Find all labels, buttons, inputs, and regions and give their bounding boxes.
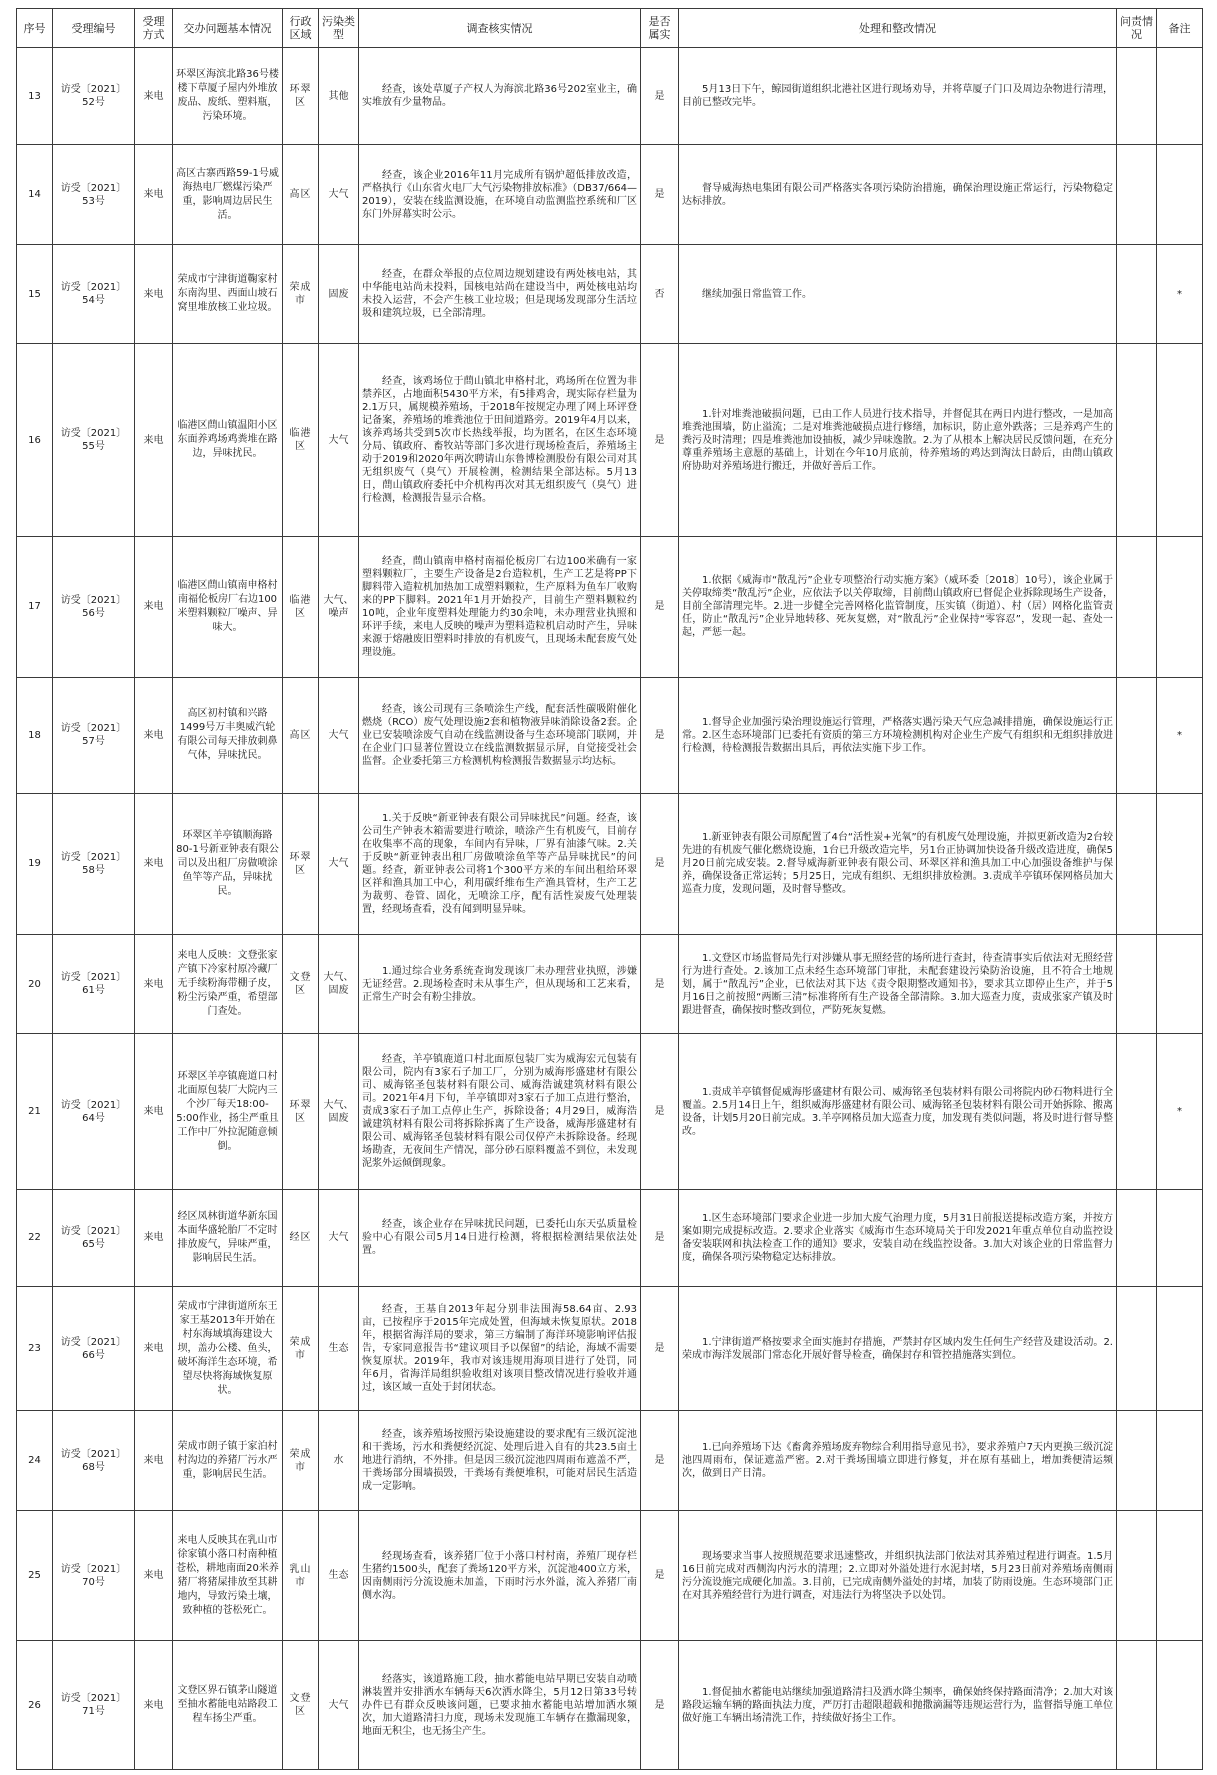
cell-accountability [1117,145,1157,244]
table-row [17,48,1203,145]
cell-accountability [1117,1510,1157,1641]
cell-issue: 临港区蔄山镇南申格村南福伦板房厂右边100米塑料颗粒厂噪声、异味大。 [173,537,283,678]
cell-issue: 临港区蔄山镇温阳小区东面养鸡场鸡粪堆在路边，异味扰民。 [173,344,283,537]
cell-remark [1157,344,1203,537]
cell-investigation: 经查，在群众举报的点位周边规划建设有两处核电站，其中华能电站尚未投料，国核电站尚在建设当中，两处核电站均未投入运营，不会产生核工业垃圾；但是现场发现部分生活垃圾和建筑垃圾，已全部清理。 [359,244,641,343]
cell-district: 文登区 [283,934,319,1033]
header-case-no: 受理编号 [53,9,135,48]
cell-case-no: 访受〔2021〕53号 [53,145,135,244]
cell-pollution: 水 [319,1411,359,1510]
cell-method: 来电 [135,48,173,145]
cell-verified: 是 [641,1641,679,1770]
cell-seq: 24 [17,1411,53,1510]
table-row [17,793,1203,934]
cell-issue: 高区初村镇和兴路1499号万丰奥威汽轮有限公司每天排放刺鼻气体，异味扰民。 [173,677,283,793]
complaint-table-sheet [16,8,1202,1770]
table-row [17,244,1203,343]
cell-handling: 督导威海热电集团有限公司严格落实各项污染防治措施，确保治理设施正常运行，污染物稳定达标排放。 [679,145,1117,244]
cell-handling: 1.文登区市场监督局先行对涉嫌从事无照经营的场所进行查封，待查清事实后依法对无照经营行为进行查处。2.该加工点未经生态环境部门审批，未配套建设污染防治设施，且不符合土地规划，属于“散乱污”企业，已依法对其下达《责令限期整改通知书》，要求其立即停止生产，并于5月16日之前按照“两断三清”标准将所有生产设备全部清除。3.加大巡查力度，责成张家产镇及时跟进督查，确保按时整改到位，严防死灰复燃。 [679,934,1117,1033]
cell-issue: 经区凤林街道华新东国本面华盛轮胎厂不定时排放废气，异味严重，影响居民生活。 [173,1189,283,1286]
table-row [17,1287,1203,1411]
cell-investigation: 经查，该处草厦子产权人为海滨北路36号202室业主，确实堆放有少量物品。 [359,48,641,145]
cell-method: 来电 [135,1411,173,1510]
cell-district: 临港区 [283,344,319,537]
cell-pollution: 大气、固废 [319,934,359,1033]
cell-pollution: 其他 [319,48,359,145]
header-pollution: 污染类型 [319,9,359,48]
cell-verified: 是 [641,48,679,145]
cell-remark [1157,793,1203,934]
cell-remark: * [1157,677,1203,793]
cell-verified: 是 [641,145,679,244]
cell-verified: 是 [641,344,679,537]
cell-method: 来电 [135,344,173,537]
cell-handling: 继续加强日常监管工作。 [679,244,1117,343]
cell-method: 来电 [135,1034,173,1189]
cell-handling: 1.区生态环境部门要求企业进一步加大废气治理力度，5月31日前报送提标改造方案，并按方案如期完成提标改造。2.要求企业落实《威海市生态环境局关于印发2021年重点单位自动监控设备安装联网和执法检查工作的通知》要求，安装自动在线监控设备。3.加大对该企业的日常监督力度，确保各项污染物稳定达标排放。 [679,1189,1117,1286]
cell-issue: 荣成市宁津街道鞠家村东南沟里、西面山坡石窝里堆放核工业垃圾。 [173,244,283,343]
cell-case-no: 访受〔2021〕66号 [53,1287,135,1411]
cell-seq: 23 [17,1287,53,1411]
cell-method: 来电 [135,1189,173,1286]
cell-investigation: 经查，该养殖场按照污染设施建设的要求配有三级沉淀池和干粪场，污水和粪便经沉淀、处理后进入自有的共23.5亩土地进行消纳，不外排。但是因三级沉淀池四周雨布遮盖不严，干粪场部分围墙损毁，干粪场有粪便堆积，可能对居民生活造成一定影响。 [359,1411,641,1510]
cell-verified: 是 [641,537,679,678]
cell-accountability [1117,677,1157,793]
cell-accountability [1117,1641,1157,1770]
cell-remark [1157,537,1203,678]
cell-remark [1157,1287,1203,1411]
cell-verified: 是 [641,793,679,934]
cell-investigation: 经查，王基自2013年起分别非法围海58.64亩、2.93亩，已按程序于2015年完成处置，但海域未恢复原状。2018年，根据省海洋局的要求，第三方编制了海洋环境影响评估报告，专家同意报告书“建议项目予以保留”的结论，海域不需要恢复原状。2019年，我市对该违规用海项目进行了处罚，同年6月，省海洋局组织验收组对该项目整改情况进行验收并通过，该区域一直处于封闭状态。 [359,1287,641,1411]
cell-handling: 1.宁津街道严格按要求全面实施封存措施，严禁封存区域内发生任何生产经营及建设活动。2.荣成市海洋发展部门常态化开展好督导检查，确保封存和管控措施落实到位。 [679,1287,1117,1411]
table-body [17,48,1203,1770]
cell-handling: 1.督促抽水蓄能电站继续加强道路清扫及洒水降尘频率，确保始终保持路面清净；2.加大对该路段运输车辆的路面执法力度，严厉打击超限超载和抛撒滴漏等违规运营行为，监督指导施工单位做好施工车辆出场清洗工作，持续做好扬尘工作。 [679,1641,1117,1770]
cell-seq: 14 [17,145,53,244]
cell-pollution: 大气 [319,1641,359,1770]
cell-pollution: 大气 [319,145,359,244]
cell-case-no: 访受〔2021〕54号 [53,244,135,343]
cell-district: 荣成市 [283,244,319,343]
cell-accountability [1117,48,1157,145]
cell-seq: 19 [17,793,53,934]
cell-district: 环翠区 [283,48,319,145]
header-remark: 备注 [1157,9,1203,48]
table-row [17,934,1203,1033]
cell-issue: 来电人反映其在乳山市徐家镇小落口村南种植苍松，耕地南面20米养猪厂将猪屎排放至其耕地内，导致污染土壤，致种植的苍松死亡。 [173,1510,283,1641]
table-row [17,1411,1203,1510]
complaint-table [16,8,1203,1770]
cell-issue: 环翠区海滨北路36号楼楼下草厦子屋内外堆放废品、废纸、塑料瓶，污染环境。 [173,48,283,145]
table-row [17,344,1203,537]
cell-investigation: 经查，该企业2016年11月完成所有锅炉超低排放改造，严格执行《山东省火电厂大气污染物排放标准》（DB37/664—2019），安装在线监测设施，在环境自动监测监控系统和厂区东门外屏幕实时公示。 [359,145,641,244]
cell-investigation: 1.通过综合业务系统查询发现该厂未办理营业执照，涉嫌无证经营。2.现场检查时未从事生产，但从现场和工艺来看，正常生产时会有粉尘排放。 [359,934,641,1033]
cell-verified: 否 [641,244,679,343]
cell-handling: 1.针对堆粪池破损问题，已由工作人员进行技术指导，并督促其在两日内进行整改，一是加高堆粪池围墙，防止溢流；二是对堆粪池破损点进行修缮，加标识，防止意外跌落；三是养鸡产生的粪污及时清理；四是堆粪池加设抽板，减少异味逸散。2.为了从根本上解决居民反馈问题，在充分尊重养殖场主意愿的基础上，计划在今年10月底前，待养殖场的鸡达到淘汰日龄后，由蔄山镇政府协助对养殖场进行搬迁，并做好善后工作。 [679,344,1117,537]
cell-seq: 21 [17,1034,53,1189]
cell-seq: 26 [17,1641,53,1770]
cell-case-no: 访受〔2021〕57号 [53,677,135,793]
cell-issue: 文登区界石镇茅山隧道至抽水蓄能电站路段工程车扬尘严重。 [173,1641,283,1770]
cell-issue: 环翠区羊亭镇鹿道口村北面原包装厂大院内三个沙厂每天18:00-5:00作业，扬尘严重且工作中厂外拉泥随意倾倒。 [173,1034,283,1189]
cell-investigation: 经查，该企业存在异味扰民问题，已委托山东天弘质量检验中心有限公司5月14日进行检测，将根据检测结果依法处置。 [359,1189,641,1286]
table-row [17,1641,1203,1770]
header-district: 行政区域 [283,9,319,48]
header-method: 受理方式 [135,9,173,48]
cell-district: 荣成市 [283,1287,319,1411]
cell-pollution: 大气 [319,793,359,934]
cell-remark [1157,1641,1203,1770]
cell-remark: * [1157,244,1203,343]
cell-remark [1157,1189,1203,1286]
cell-method: 来电 [135,1287,173,1411]
cell-pollution: 固废 [319,244,359,343]
cell-pollution: 大气 [319,677,359,793]
cell-district: 荣成市 [283,1411,319,1510]
table-row [17,145,1203,244]
cell-verified: 是 [641,677,679,793]
cell-case-no: 访受〔2021〕68号 [53,1411,135,1510]
cell-seq: 17 [17,537,53,678]
cell-remark: * [1157,1034,1203,1189]
cell-verified: 是 [641,934,679,1033]
cell-investigation: 经查，该鸡场位于蔄山镇北申格村北，鸡场所在位置为非禁养区，占地面积5430平方米，有5排鸡舍，现实际存栏量为2.1万只，属规模养殖场，于2018年按规定办理了网上环评登记备案，养殖场的堆粪池位于田间道路旁。2019年4月以来，该养鸡场共受到5次市长热线举报，均为匿名，在区生态环境分局、镇政府、畜牧站等部门多次进行现场检查后，养殖场主动于2019和2020年两次聘请山东鲁博检测股份有限公司对其无组织废气（臭气）开展检测，检测结果全部达标。5月13日，蔄山镇政府委托中介机构再次对其无组织废气（臭气）进行检测，检测报告显示合格。 [359,344,641,537]
cell-handling: 1.已向养殖场下达《畜禽养殖场废弃物综合利用指导意见书》，要求养殖户7天内更换三级沉淀池四周雨布，保证遮盖严密。2.对干粪场围墙立即进行修复，并在原有基础上，增加粪便清运频次，做到日产日清。 [679,1411,1117,1510]
table-row [17,1034,1203,1189]
cell-handling: 1.督导企业加强污染治理设施运行管理，严格落实遇污染天气应急减排措施，确保设施运行正常。2.区生态环境部门已委托有资质的第三方环境检测机构对企业生产废气有组织和无组织排放进行检测，待检测报告数据出具后，再依法实施下步工作。 [679,677,1117,793]
cell-case-no: 访受〔2021〕65号 [53,1189,135,1286]
cell-pollution: 大气、固废 [319,1034,359,1189]
cell-pollution: 生态 [319,1510,359,1641]
cell-remark [1157,1411,1203,1510]
cell-seq: 15 [17,244,53,343]
cell-district: 乳山市 [283,1510,319,1641]
cell-accountability [1117,1189,1157,1286]
cell-investigation: 经落实，该道路施工段，抽水蓄能电站早期已安装自动喷淋装置并安排洒水车辆每天6次洒水降尘，5月12日第33号转办件已有群众反映该问题，已要求抽水蓄能电站增加洒水频次，加大道路清扫力度，现场未发现施工车辆存在撒漏现象，地面无积尘，也无扬尘产生。 [359,1641,641,1770]
cell-district: 高区 [283,677,319,793]
cell-investigation: 经查，羊亭镇鹿道口村北面原包装厂实为威海宏元包装有限公司，院内有3家石子加工厂，分别为威海彤盛建材有限公司、威海铭圣包装材料有限公司、威海浩诚建筑材料有限公司。2021年4月下旬，羊亭镇即对3家石子加工点进行整治，责成3家石子加工点停止生产，拆除设备；4月29日，威海浩诚建筑材料有限公司将拆除拆离了生产设备，威海彤盛建材有限公司、威海铭圣包装材料有限公司仅停产未拆除设备。经现场勘查，无夜间生产情况，部分砂石原料覆盖不到位，未发现泥浆外运倾倒现象。 [359,1034,641,1189]
cell-issue: 环翠区羊亭镇顺海路80-1号新亚钟表有限公司以及出租厂房做喷涂鱼竿等产品，异味扰民。 [173,793,283,934]
cell-seq: 22 [17,1189,53,1286]
header-investigation: 调查核实情况 [359,9,641,48]
cell-method: 来电 [135,677,173,793]
cell-method: 来电 [135,793,173,934]
cell-investigation: 经查，该公司现有三条喷涂生产线，配套活性碳吸附催化燃烧（RCO）废气处理设施2套和植物液异味消除设备2套。企业已安装喷涂废气自动在线监测设备与生态环境部门联网，并在企业门口显著位置设立在线监测数据显示屏，自觉接受社会监督。企业委托第三方检测机构检测报告数据显示均达标。 [359,677,641,793]
cell-verified: 是 [641,1510,679,1641]
cell-verified: 是 [641,1411,679,1510]
header-accountability: 问责情况 [1117,9,1157,48]
cell-investigation: 1.关于反映“新亚钟表有限公司异味扰民”问题。经查，该公司生产钟表木箱需要进行喷涂，喷涂产生有机废气，目前存在收集率不高的现象，车间内有异味，厂界有油漆气味。2.关于反映“新亚钟表出租厂房做喷涂鱼竿等产品异味扰民”的问题。经查，新亚钟表公司将1个300平方米的车间出租给环翠区祥和渔具加工中心，利用碳纤维布生产渔具管材，生产工艺为裁剪、卷管、固化，无喷涂工序，配有活性炭废气处理装置，经现场查看，没有闻到明显异味。 [359,793,641,934]
cell-case-no: 访受〔2021〕64号 [53,1034,135,1189]
cell-method: 来电 [135,145,173,244]
header-issue: 交办问题基本情况 [173,9,283,48]
cell-issue: 来电人反映：文登张家产镇下冷家村原冷藏厂无手续粉海带棚子皮，粉尘污染严重，希望部门查处。 [173,934,283,1033]
cell-issue: 高区古寨西路59-1号威海热电厂燃煤污染严重，影响周边居民生活。 [173,145,283,244]
cell-accountability [1117,793,1157,934]
cell-district: 环翠区 [283,793,319,934]
cell-accountability [1117,537,1157,678]
cell-method: 来电 [135,934,173,1033]
cell-issue: 荣成市宁津街道所东王家王基2013年开始在村东海域填海建设大坝，盖办公楼、鱼头，破坏海洋生态环境，希望尽快将海域恢复原状。 [173,1287,283,1411]
cell-seq: 16 [17,344,53,537]
cell-district: 临港区 [283,537,319,678]
cell-accountability [1117,344,1157,537]
header-verified: 是否属实 [641,9,679,48]
cell-accountability [1117,244,1157,343]
cell-method: 来电 [135,1510,173,1641]
header-seq: 序号 [17,9,53,48]
cell-accountability [1117,934,1157,1033]
cell-pollution: 大气、噪声 [319,537,359,678]
cell-remark [1157,934,1203,1033]
cell-case-no: 访受〔2021〕52号 [53,48,135,145]
cell-case-no: 访受〔2021〕55号 [53,344,135,537]
cell-handling: 1.新亚钟表有限公司原配置了4台“活性炭+光氧”的有机废气处理设施，并拟更新改造为2台较先进的有机废气催化燃烧设施，1台已升级改造完毕，另1台正协调加快设备升级改造进度，确保5月20日前完成安装。2.督导威海新亚钟表有限公司、环翠区祥和渔具加工中心加强设备维护与保养，确保设备正常运转；5月25日，完成有组织、无组织排放检测。3.责成羊亭镇环保网格员加大巡查力度，发现问题，及时督导整改。 [679,793,1117,934]
cell-handling: 现场要求当事人按照规范要求迅速整改，并组织执法部门依法对其养殖过程进行调查。1.5月16日前完成对西侧沟内污水的清理；2.立即对外溢处进行水泥封堵，5月23日前对养殖场南侧雨污分流设施完成硬化加盖。3.目前，已完成南侧外溢处的封堵，加装了防雨设施。生态环境部门正在对其养殖经营行为进行调查，对违法行为将坚决予以处罚。 [679,1510,1117,1641]
cell-case-no: 访受〔2021〕71号 [53,1641,135,1770]
cell-pollution: 大气 [319,1189,359,1286]
cell-remark [1157,1510,1203,1641]
cell-case-no: 访受〔2021〕56号 [53,537,135,678]
cell-handling: 1.依据《威海市“散乱污”企业专项整治行动实施方案》（威环委〔2018〕10号），该企业属于关停取缔类“散乱污”企业，应依法予以关停取缔，目前蔄山镇政府已督促企业拆除现场生产设备，目前全部清理完毕。2.进一步健全完善网格化监管制度，压实镇（街道）、村（居）网格化监管责任，防止“散乱污”企业异地转移、死灰复燃，对“散乱污”企业保持“零容忍”，发现一起、查处一起，严惩一起。 [679,537,1117,678]
cell-verified: 是 [641,1287,679,1411]
cell-accountability [1117,1287,1157,1411]
cell-case-no: 访受〔2021〕70号 [53,1510,135,1641]
cell-remark [1157,48,1203,145]
table-row [17,537,1203,678]
cell-investigation: 经现场查看，该养猪厂位于小落口村村南，养殖厂现存栏生猪约1500头，配套了粪场120平方米，沉淀池400立方米，因南侧雨污分流设施未加盖，下雨时污水外溢，流入养猪厂南侧水沟。 [359,1510,641,1641]
cell-seq: 25 [17,1510,53,1641]
header-handling: 处理和整改情况 [679,9,1117,48]
cell-district: 高区 [283,145,319,244]
cell-seq: 20 [17,934,53,1033]
header-row [17,9,1203,48]
cell-case-no: 访受〔2021〕61号 [53,934,135,1033]
table-row [17,1189,1203,1286]
cell-pollution: 生态 [319,1287,359,1411]
cell-investigation: 经查，蔄山镇南申格村南福伦板房厂右边100米确有一家塑料颗粒厂，主要生产设备是2台造粒机，生产工艺是将PP下脚料带入造粒机加热加工成塑料颗粒，生产原料为鱼车厂收购来的PP下脚料。2021年1月开始投产，目前生产塑料颗粒约10吨，企业年度塑料处理能力约30余吨，未办理营业执照和环评手续，来电人反映的噪声为塑料造粒机启动时产生，异味来源于熔融废旧塑料时排放的有机废气，且现场未配套废气处理设施。 [359,537,641,678]
cell-handling: 1.责成羊亭镇督促威海彤盛建材有限公司、威海铭圣包装材料有限公司将院内砂石物料进行全覆盖。2.5月14日上午，组织威海彤盛建材有限公司、威海铭圣包装材料有限公司开始拆除、搬离设备，计划5月20日前完成。3.羊亭网格员加大巡查力度，加发现有类似问题，将及时进行督导整改。 [679,1034,1117,1189]
cell-method: 来电 [135,537,173,678]
cell-case-no: 访受〔2021〕58号 [53,793,135,934]
cell-remark [1157,145,1203,244]
cell-district: 文登区 [283,1641,319,1770]
cell-handling: 5月13日下午，鲸园街道组织北港社区进行现场劝导，并将草厦子门口及周边杂物进行清理，目前已整改完毕。 [679,48,1117,145]
cell-issue: 荣成市朗子镇于家泊村村沟边的养猪厂污水严重，影响居民生活。 [173,1411,283,1510]
cell-accountability [1117,1034,1157,1189]
cell-seq: 18 [17,677,53,793]
cell-verified: 是 [641,1189,679,1286]
cell-pollution: 大气 [319,344,359,537]
cell-district: 环翠区 [283,1034,319,1189]
table-row [17,677,1203,793]
cell-seq: 13 [17,48,53,145]
cell-accountability [1117,1411,1157,1510]
cell-verified: 是 [641,1034,679,1189]
cell-method: 来电 [135,244,173,343]
cell-district: 经区 [283,1189,319,1286]
cell-method: 来电 [135,1641,173,1770]
table-row [17,1510,1203,1641]
